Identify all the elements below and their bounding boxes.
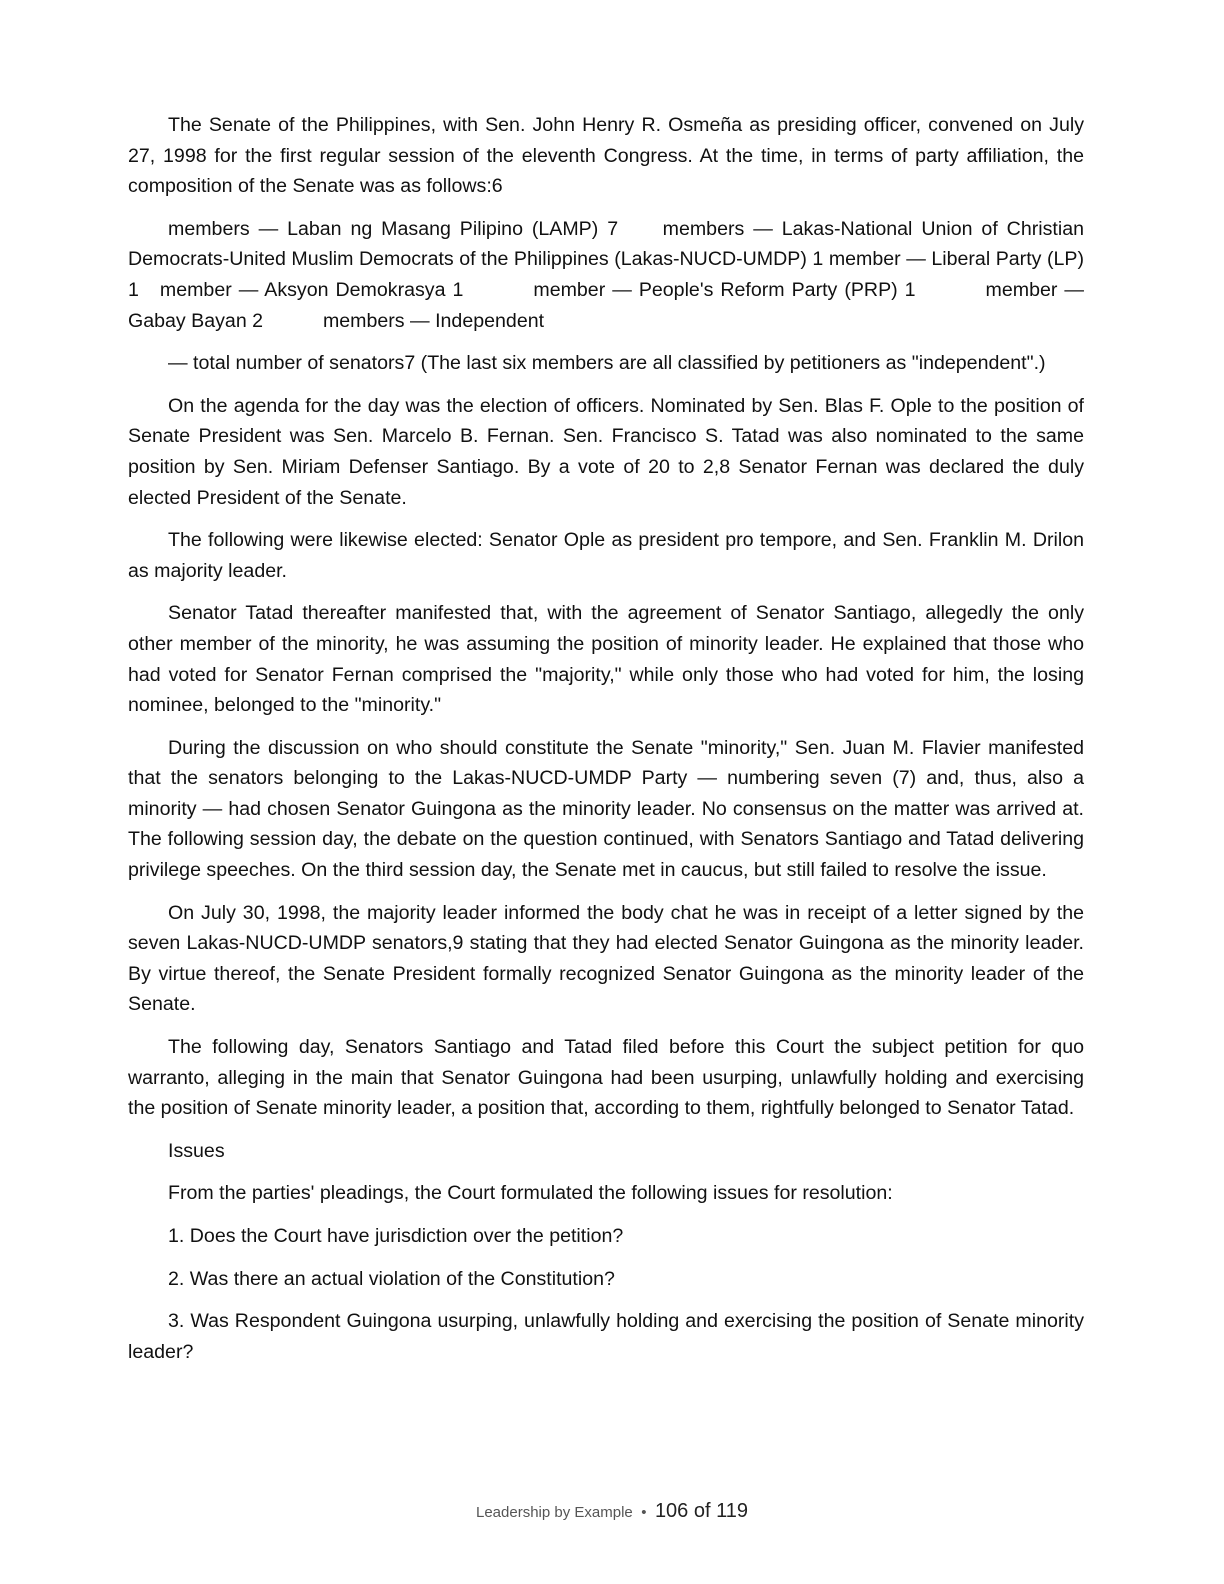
paragraph-election-of-officers: On the agenda for the day was the election of officers. Nominated by Sen. Blas F. Ople to the position of Senate President was Sen. Marcelo B. Fernan. Sen. Francisco S. Tatad was also nominated to the same position by Sen. Miriam Defenser Santiago. By a vote of 20 to 2,8 Senator Fernan was declared the duly elected President of the Senate. <box>128 394 1084 509</box>
paragraph-flavier-discussion: During the discussion on who should constitute the Senate "minority," Sen. Juan M. Flavier manifested that the senators belonging to the Lakas-NUCD-UMDP Party — numbering seven (7) and, thus, also a minority — had chosen Senator Guingona as the minority leader. No consensus on the matter was arrived at. The following session day, the debate on the question continued, with Senators Santiago and Tatad delivering privilege speeches. On the third session day, the Senate met in caucus, but still failed to resolve the issue. <box>128 736 1084 882</box>
section-heading-issues: Issues <box>168 1139 225 1162</box>
issue-item-2: 2. Was there an actual violation of the Constitution? <box>168 1267 615 1290</box>
paragraph-quo-warranto-petition: The following day, Senators Santiago and Tatad filed before this Court the subject petition for quo warranto, alleging in the main that Senator Guingona had been usurping, unlawfully holding and exercising the position of Senate minority leader, a position that, according to them, rightfully belonged to Senator Tatad. <box>128 1036 1084 1120</box>
paragraph-tatad-minority-leader: Senator Tatad thereafter manifested that, with the agreement of Senator Santiago, allegedly the only other member of the minority, he was assuming the position of minority leader. He explained that those who had voted for Senator Fernan comprised the "majority," while only those who had voted for him, the losing nominee, belonged to the "minority." <box>128 602 1084 717</box>
page-footer <box>0 1500 1224 1523</box>
issue-item-3: 3. Was Respondent Guingona usurping, unlawfully holding and exercising the position of Senate minority leader? <box>128 1310 1084 1363</box>
paragraph-likewise-elected: The following were likewise elected: Senator Ople as president pro tempore, and Sen. Franklin M. Drilon as majority leader. <box>128 529 1084 582</box>
paragraph-july-30-letter: On July 30, 1998, the majority leader informed the body chat he was in receipt of a letter signed by the seven Lakas-NUCD-UMDP senators,9 stating that they had elected Senator Guingona as the minority leader. By virtue thereof, the Senate President formally recognized Senator Guingona as the minority leader of the Senate. <box>128 901 1084 1016</box>
footer-bullet: • <box>641 1504 647 1521</box>
paragraph-senate-convened: The Senate of the Philippines, with Sen. John Henry R. Osmeña as presiding officer, convened on July 27, 1998 for the first regular session of the eleventh Congress. At the time, in terms of party affiliation, the composition of the Senate was as follows:6 <box>128 114 1084 198</box>
document-body <box>128 110 1084 1379</box>
paragraph-issues-intro: From the parties' pleadings, the Court formulated the following issues for resolution: <box>168 1182 893 1205</box>
page-number: 106 of 119 <box>654 1500 748 1522</box>
footer-document-title: Leadership by Example <box>476 1504 633 1521</box>
paragraph-total-senators: — total number of senators7 (The last six members are all classified by petitioners as "independent".) <box>168 352 1046 375</box>
issue-item-1: 1. Does the Court have jurisdiction over the petition? <box>168 1225 624 1247</box>
paragraph-party-composition: members — Laban ng Masang Pilipino (LAMP) 7 members — Lakas-National Union of Christian Democrats-United Muslim Democrats of the Philippines (Lakas-NUCD-UMDP) 1 member — Liberal Party (LP) 1 member — Aksyon Demokrasya 1 member — People's Reform Party (PRP) 1 member — Gabay Bayan 2 members — Independent <box>128 217 1084 332</box>
